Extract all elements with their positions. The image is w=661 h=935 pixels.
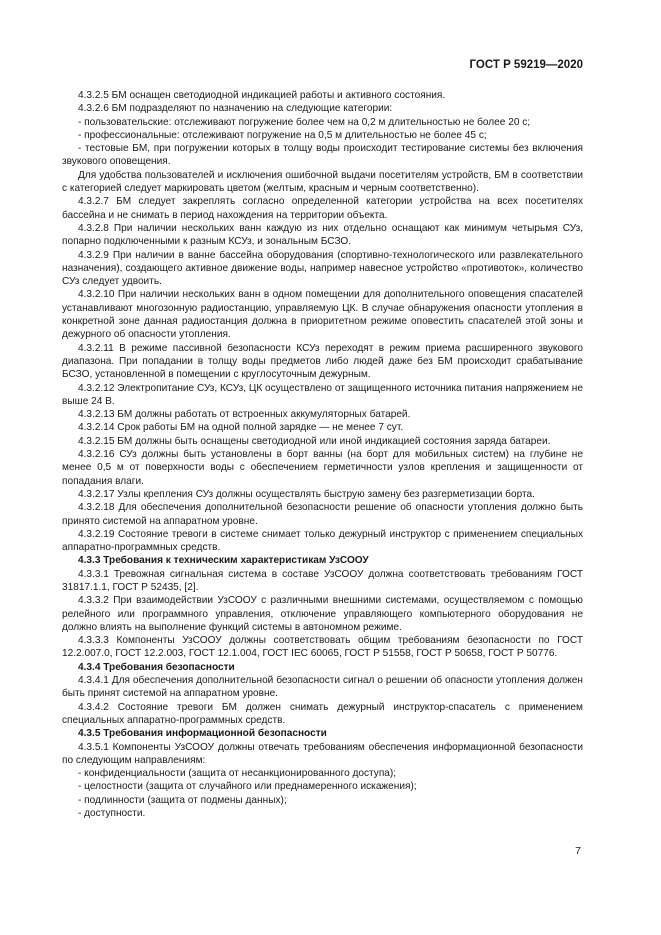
paragraph: 4.3.2.18 Для обеспечения дополнительной безопасности решение об опасности утопления должно быть принято системой на аппаратном уровне. [62,502,583,527]
document-code-header: ГОСТ Р 59219—2020 [469,59,583,71]
paragraph: 4.3.2.14 Срок работы БМ на одной полной зарядке — не менее 7 сут. [78,422,404,434]
list-item: - конфиденциальности (защита от несанкционированного доступа); [78,768,397,780]
paragraph: 4.3.2.16 СУз должны быть установлены в борт ванны (на борт для мобильных систем) на глубине не менее 0,5 м от поверхности воды с обеспечением герметичности узлов крепления и защищенности от попадания влаги. [62,449,583,487]
list-item: - доступности. [78,808,146,820]
paragraph: 4.3.2.10 При наличии нескольких ванн в одном помещении для дополнительного оповещения спасателей устанавливают многозонную радиостанцию, управляемую ЦК. В случае обнаружения опасности утопления в конкретной зоне данная радиостанция должна в приоритетном режиме оповестить спасателей этой зоны и дежурного об опасности утопления. [62,289,583,341]
paragraph: 4.3.2.7 БМ следует закреплять согласно определенной категории устройства на всех посетителях бассейна и не снимать в период нахождения на территории объекта. [62,196,583,221]
paragraph: 4.3.3.1 Тревожная сигнальная система в составе УзСООУ должна соответствовать требованиям ГОСТ 31817.1.1, ГОСТ Р 52435, [2]. [62,568,583,593]
paragraph: 4.3.3.2 При взаимодействии УзСООУ с различными внешними системами, осуществляемом с помощью релейного или программного управления, отключение управляющего компьютерного оборудования не должно влиять на выполнение функций системы в автономном режиме. [62,595,583,633]
paragraph: 4.3.2.5 БМ оснащен светодиодной индикацией работы и активного состояния. [78,90,446,101]
paragraph: 4.3.2.17 Узлы крепления СУз должны осуществлять быструю замену без разгерметизации борта. [78,488,535,500]
document-body [62,89,583,820]
paragraph: 4.3.2.8 При наличии нескольких ванн каждую из них отдельно оснащают как минимум четырьмя СУз, попарно подключенными к разным КСУз, и зональным БСЗО. [62,222,583,248]
paragraph: 4.3.4.2 Состояние тревоги БМ должен снимать дежурный инструктор-спасатель с применением специальных аппаратно-программных средств. [62,701,583,726]
paragraph: 4.3.2.12 Электропитание СУз, КСУз, ЦК осуществлено от защищенного источника питания напряжением не выше 24 В. [62,382,583,407]
list-item: - тестовые БМ, при погружении которых в толщу воды происходит тестирование системы без включения звукового оповещения. [62,143,583,168]
paragraph: Для удобства пользователей и исключения ошибочной выдачи посетителям устройств, БМ в соответствии с категорией следует маркировать цветом (желтым, красным и черным соответственно). [62,169,583,195]
paragraph: 4.3.2.11 В режиме пассивной безопасности КСУз переходят в режим приема расширенного звукового диапазона. При попадании в толщу воды предметов либо людей даже без БМ происходит срабатывание БСЗО, установленной в помещении с круглосуточным дежурным. [62,342,583,381]
paragraph: 4.3.2.13 БМ должны работать от встроенных аккумуляторных батарей. [78,409,411,421]
paragraph: 4.3.4.1 Для обеспечения дополнительной безопасности сигнал о решении об опасности утопления должен быть принят системой на аппаратном уровне. [62,675,583,700]
paragraph: 4.3.3.3 Компоненты УзСООУ должны соответствовать общим требованиям безопасности по ГОСТ 12.2.007.0, ГОСТ 12.2.003, ГОСТ 12.1.004, ГОСТ IEC 60065, ГОСТ Р 51558, ГОСТ Р 50658, ГОСТ Р 50776. [62,635,583,660]
page-number: 7 [575,845,581,857]
section-heading: 4.3.3 Требования к техническим характеристикам УзСООУ [78,555,369,567]
list-item: - пользовательские: отслеживают погружение более чем на 0,2 м длительностью не более 20 с; [78,116,531,128]
list-item: - целостности (защита от случайного или преднамеренного искажения); [78,781,417,793]
paragraph: 4.3.2.19 Состояние тревоги в системе снимает только дежурный инструктор с применением специальных аппаратно-программных средств. [62,528,583,554]
section-heading: 4.3.4 Требования безопасности [78,661,235,673]
list-item: - профессиональные: отслеживают погружение на 0,5 м длительностью не более 45 с; [78,129,487,141]
paragraph: 4.3.2.15 БМ должны быть оснащены светодиодной или иной индикацией состояния заряда батареи. [78,435,551,447]
paragraph: 4.3.2.6 БМ подразделяют по назначению на следующие категории: [78,103,393,115]
list-item: - подлинности (защита от подмены данных); [78,794,287,806]
paragraph: 4.3.5.1 Компоненты УзСООУ должны отвечать требованиям обеспечения информационной безопасности по следующим направлениям: [62,741,583,766]
paragraph: 4.3.2.9 При наличии в ванне бассейна оборудования (спортивно-технологического или развлекательного назначения), создающего активное движение воды, например навесное устройство «противоток», количество СУз следует удвоить. [62,249,583,288]
section-heading: 4.3.5 Требования информационной безопасности [78,728,327,740]
